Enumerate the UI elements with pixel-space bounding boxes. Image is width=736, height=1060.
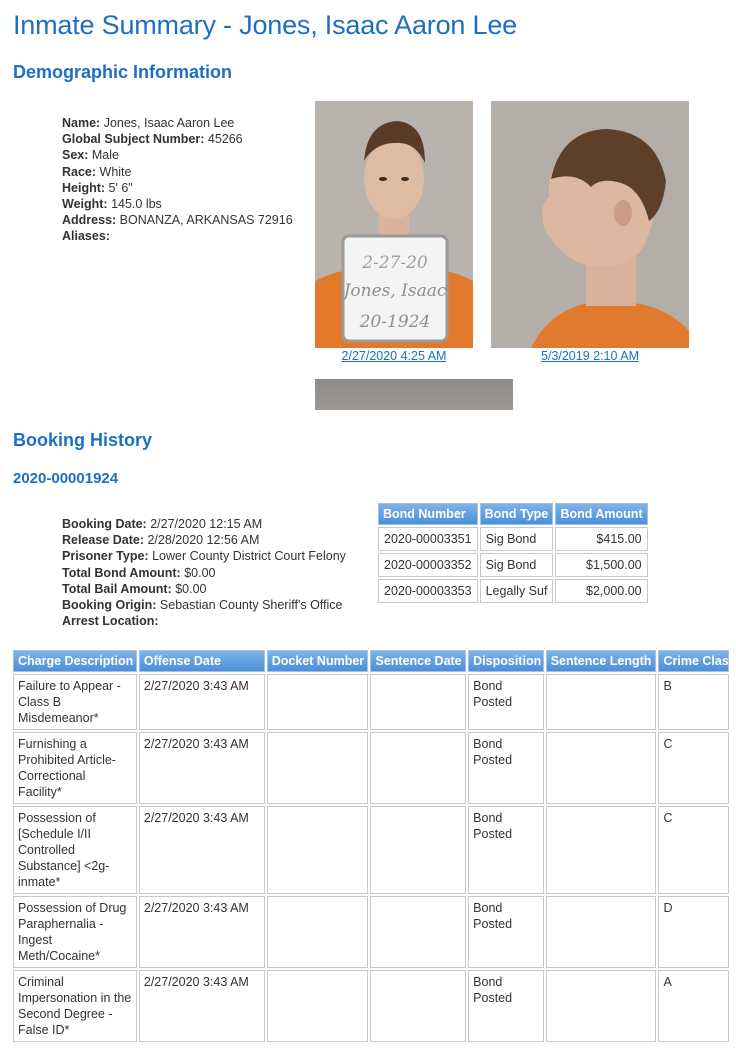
mugshot-front[interactable]: [315, 101, 473, 348]
bond-table: [376, 501, 650, 605]
bond-amount-header[interactable]: Bond Amount: [555, 503, 647, 525]
docket-number-cell: [267, 806, 369, 894]
offense-date-cell: 2/27/2020 3:43 AM: [139, 674, 265, 730]
offense-date-header[interactable]: Offense Date: [139, 650, 265, 672]
disposition-cell: Bond Posted: [468, 806, 544, 894]
crime-class-cell: C: [658, 806, 729, 894]
field-aliases: Aliases:: [62, 229, 110, 244]
charge-description-cell: Criminal Impersonation in the Second Degree - False ID*: [13, 970, 137, 1042]
charge-description-header[interactable]: Charge Description: [13, 650, 137, 672]
sentence-length-cell: [546, 970, 657, 1042]
demographics-heading: Demographic Information: [13, 62, 233, 82]
booking-number: 2020-00001924: [13, 470, 119, 487]
sentence-length-cell: [546, 806, 657, 894]
bond-type-header[interactable]: Bond Type: [480, 503, 554, 525]
crime-class-cell: B: [658, 674, 729, 730]
disposition-cell: Bond Posted: [468, 732, 544, 804]
field-booking-date: Booking Date: 2/27/2020 12:15 AM: [62, 517, 263, 531]
charges-table-header: [13, 650, 729, 672]
field-name: Name: Jones, Isaac Aaron Lee: [62, 116, 235, 130]
sentence-date-cell: [370, 806, 466, 894]
disposition-cell: Bond Posted: [468, 896, 544, 968]
docket-number-cell: [267, 732, 369, 804]
board-line-1: 2-27-20: [362, 253, 428, 273]
field-booking-origin: Booking Origin: Sebastian County Sheriff's Office: [62, 598, 343, 613]
docket-number-cell: [267, 970, 369, 1042]
bond-number-header[interactable]: Bond Number: [378, 503, 478, 525]
field-weight: Weight: 145.0 lbs: [62, 197, 162, 212]
offense-date-cell: 2/27/2020 3:43 AM: [139, 732, 265, 804]
offense-date-cell: 2/27/2020 3:43 AM: [139, 970, 265, 1042]
mugshot-profile-date-link[interactable]: 5/3/2019 2:10 AM: [541, 349, 639, 363]
bond-amount-cell: $415.00: [555, 527, 647, 551]
table-row: [13, 806, 729, 894]
table-row: [378, 527, 648, 551]
bond-type-cell: Legally Suf: [480, 579, 554, 603]
field-global-subject-number: Global Subject Number: 45266: [62, 132, 243, 147]
booking-fields: [62, 516, 346, 629]
field-total-bail-amount: Total Bail Amount: $0.00: [62, 581, 207, 596]
mugshot-additional[interactable]: [315, 379, 513, 410]
docket-number-header[interactable]: Docket Number: [267, 650, 369, 672]
bond-amount-cell: $1,500.00: [555, 553, 647, 577]
table-row: [13, 896, 729, 968]
charge-description-cell: Failure to Appear - Class B Misdemeanor*: [13, 674, 137, 730]
sentence-date-cell: [370, 970, 466, 1042]
sentence-date-header[interactable]: Sentence Date: [370, 650, 466, 672]
board-line-2: Jones, Isaac: [343, 281, 447, 301]
sentence-date-cell: [370, 896, 466, 968]
crime-class-cell: D: [658, 896, 729, 968]
docket-number-cell: [267, 896, 369, 968]
field-sex: Sex: Male: [62, 148, 119, 163]
bond-number-cell: 2020-00003353: [378, 579, 478, 603]
bond-type-cell: Sig Bond: [480, 553, 554, 577]
offense-date-cell: 2/27/2020 3:43 AM: [139, 806, 265, 894]
sentence-length-header[interactable]: Sentence Length: [546, 650, 657, 672]
field-prisoner-type: Prisoner Type: Lower County District Court Felony: [62, 549, 346, 564]
charges-table: [11, 648, 736, 1044]
sentence-date-cell: [370, 732, 466, 804]
bond-number-cell: 2020-00003351: [378, 527, 478, 551]
crime-class-cell: A: [658, 970, 729, 1042]
charge-description-cell: Possession of Drug Paraphernalia - Ingest Meth/Cocaine*: [13, 896, 137, 968]
field-arrest-location: Arrest Location:: [62, 614, 159, 629]
disposition-cell: Bond Posted: [468, 970, 544, 1042]
field-total-bond-amount: Total Bond Amount: $0.00: [62, 565, 216, 580]
table-row: [378, 553, 648, 577]
offense-date-cell: 2/27/2020 3:43 AM: [139, 896, 265, 968]
table-row: [13, 674, 729, 730]
page-title: Inmate Summary - Jones, Isaac Aaron Lee: [13, 10, 517, 40]
crime-class-header[interactable]: Crime Class: [658, 650, 729, 672]
field-height: Height: 5' 6": [62, 180, 133, 195]
field-release-date: Release Date: 2/28/2020 12:56 AM: [62, 533, 260, 548]
sentence-date-cell: [370, 674, 466, 730]
crime-class-cell: C: [658, 732, 729, 804]
sentence-length-cell: [546, 896, 657, 968]
field-race: Race: White: [62, 164, 132, 179]
bond-number-cell: 2020-00003352: [378, 553, 478, 577]
table-row: [378, 579, 648, 603]
disposition-cell: Bond Posted: [468, 674, 544, 730]
bond-type-cell: Sig Bond: [480, 527, 554, 551]
docket-number-cell: [267, 674, 369, 730]
demographic-fields: [62, 115, 293, 245]
sentence-length-cell: [546, 732, 657, 804]
charge-description-cell: Furnishing a Prohibited Article-Correctional Facility*: [13, 732, 137, 804]
bond-table-header: [378, 503, 648, 525]
mugshot-front-date-link[interactable]: 2/27/2020 4:25 AM: [341, 349, 447, 363]
board-line-3: 20-1924: [359, 312, 431, 332]
charges-table-container[interactable]: [11, 648, 736, 1060]
table-row: [13, 732, 729, 804]
bond-amount-cell: $2,000.00: [555, 579, 647, 603]
charge-description-cell: Possession of [Schedule I/II Controlled Substance] <2g-inmate*: [13, 806, 137, 894]
sentence-length-cell: [546, 674, 657, 730]
mugshot-profile[interactable]: [491, 101, 689, 348]
table-row: [13, 970, 729, 1042]
booking-history-heading: Booking History: [13, 430, 153, 450]
disposition-header[interactable]: Disposition: [468, 650, 544, 672]
field-address: Address: BONANZA, ARKANSAS 72916: [62, 213, 293, 228]
